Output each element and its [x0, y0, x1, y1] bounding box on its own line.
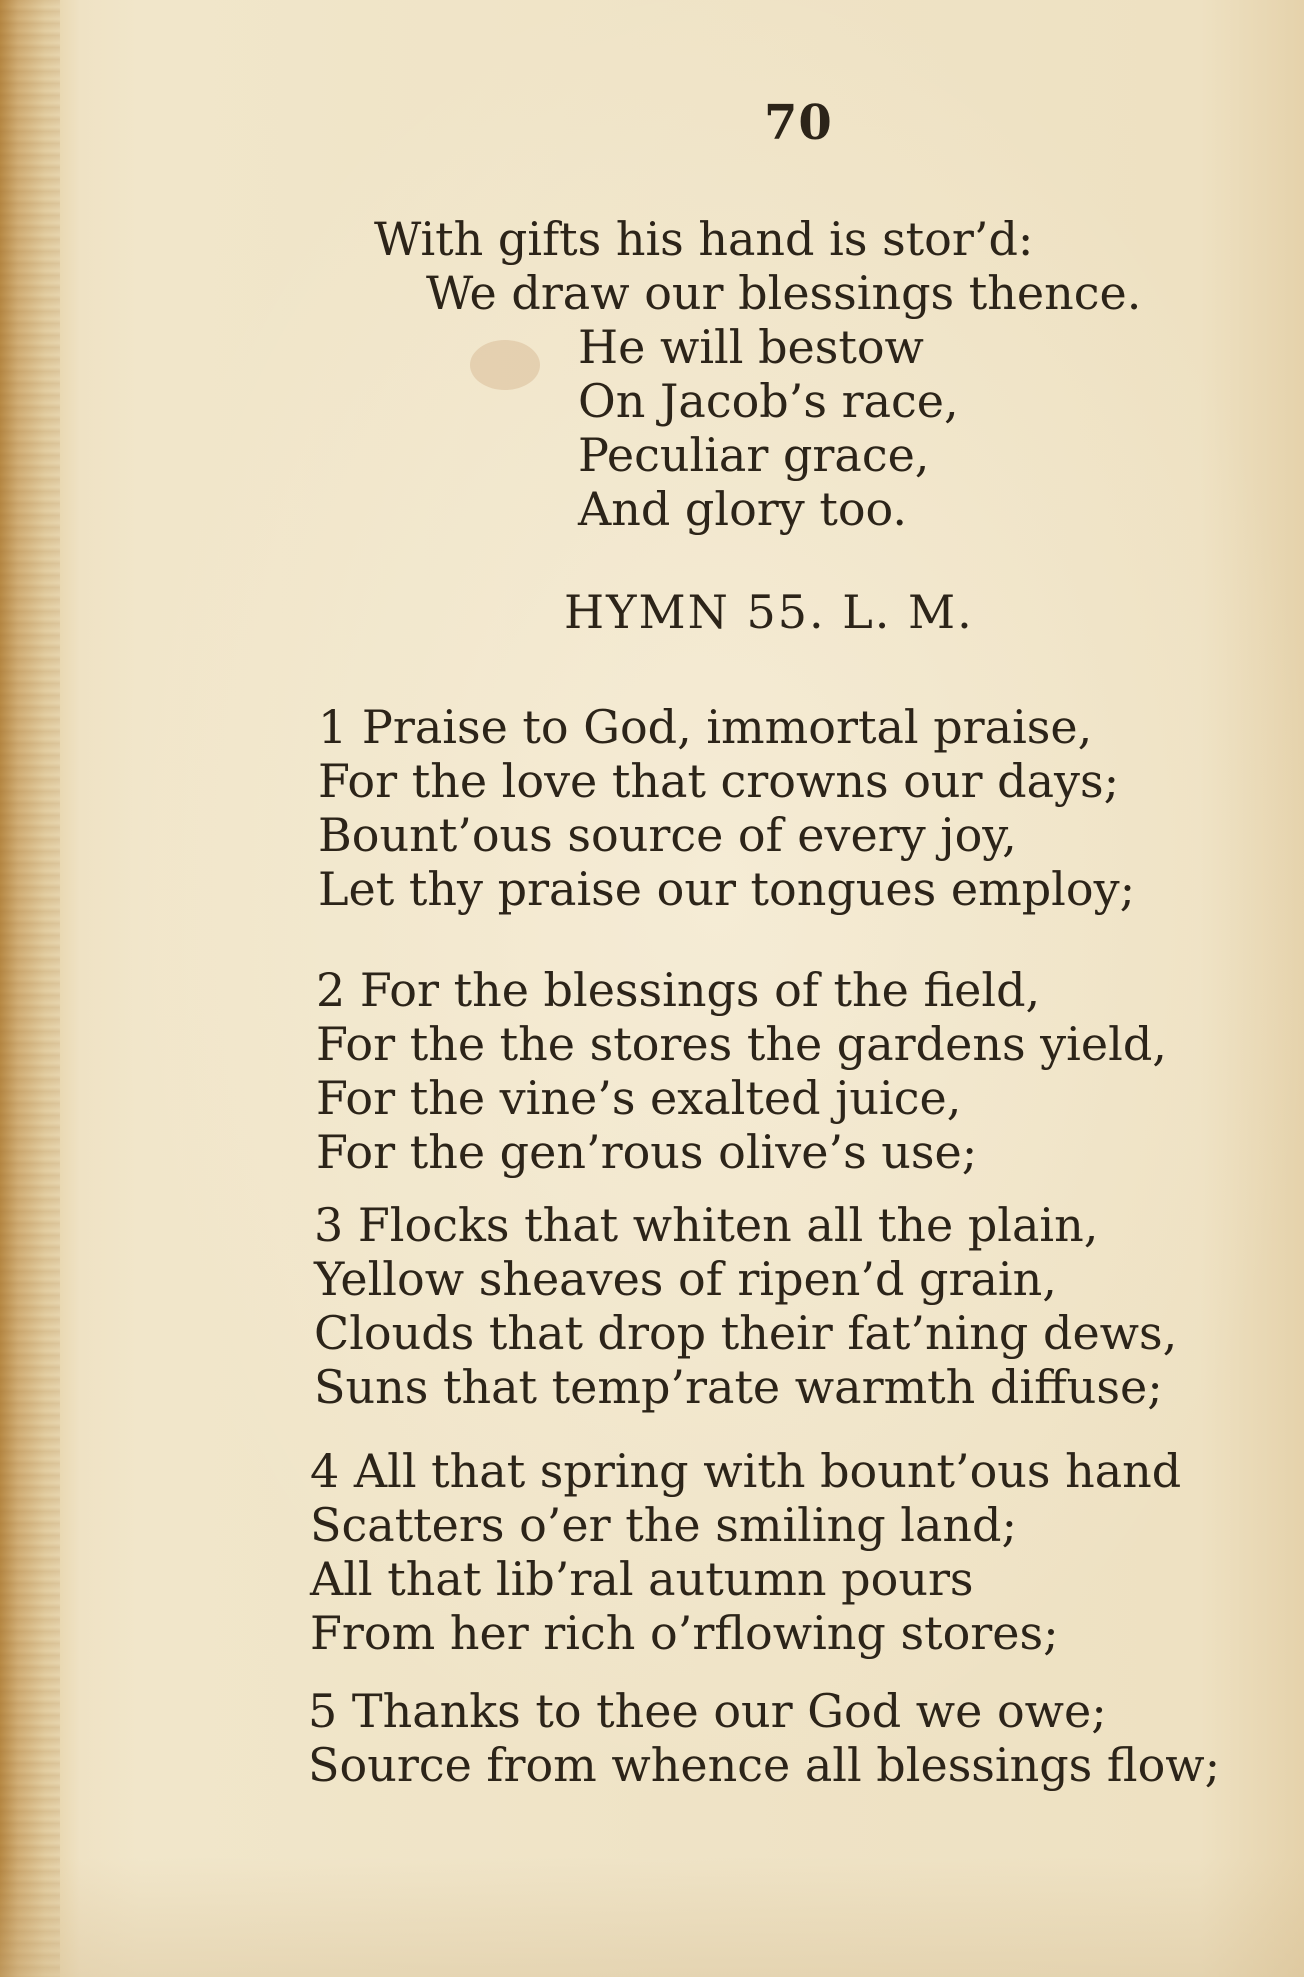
continuation-line: We draw our blessings thence.	[426, 266, 1142, 320]
verse-line: For the the stores the gardens yield,	[316, 1017, 1167, 1071]
verse-line: Scatters o’er the smiling land;	[310, 1498, 1017, 1552]
continuation-line: On Jacob’s race,	[578, 374, 959, 428]
verse-line: Clouds that drop their fat’ning dews,	[314, 1306, 1178, 1360]
verse-line: All that lib’ral autumn pours	[310, 1552, 974, 1606]
verse-line: Let thy praise our tongues employ;	[318, 862, 1136, 916]
continuation-line: And glory too.	[578, 482, 908, 536]
verse-line: 1 Praise to God, immortal praise,	[318, 700, 1093, 754]
verse-line: For the love that crowns our days;	[318, 754, 1120, 808]
verse-line: 5 Thanks to thee our God we owe;	[308, 1684, 1107, 1738]
verse-line: For the vine’s exalted juice,	[316, 1071, 962, 1125]
verse-line: Yellow sheaves of ripen’d grain,	[314, 1252, 1057, 1306]
paper-stain	[470, 340, 540, 390]
verse-line: For the gen’rous olive’s use;	[316, 1125, 978, 1179]
verse-line: 4 All that spring with bount’ous hand	[310, 1444, 1182, 1498]
continuation-line: He will bestow	[578, 320, 924, 374]
continuation-line: Peculiar grace,	[578, 428, 930, 482]
verse-line: From her rich o’rflowing stores;	[310, 1606, 1059, 1660]
verse-line: 2 For the blessings of the field,	[316, 963, 1041, 1017]
verse-line: Source from whence all blessings flow;	[308, 1738, 1221, 1792]
verse-line: Suns that temp’rate warmth diffuse;	[314, 1360, 1163, 1414]
hymn-title: HYMN 55. L. M.	[564, 585, 974, 639]
page-bottom-edge	[0, 1857, 1304, 1977]
verse-line: 3 Flocks that whiten all the plain,	[314, 1198, 1099, 1252]
continuation-line: With gifts his hand is stor’d:	[374, 212, 1034, 266]
verse-line: Bount’ous source of every joy,	[318, 808, 1017, 862]
page-spine-edge	[0, 0, 60, 1977]
page-number: 70	[764, 95, 833, 151]
